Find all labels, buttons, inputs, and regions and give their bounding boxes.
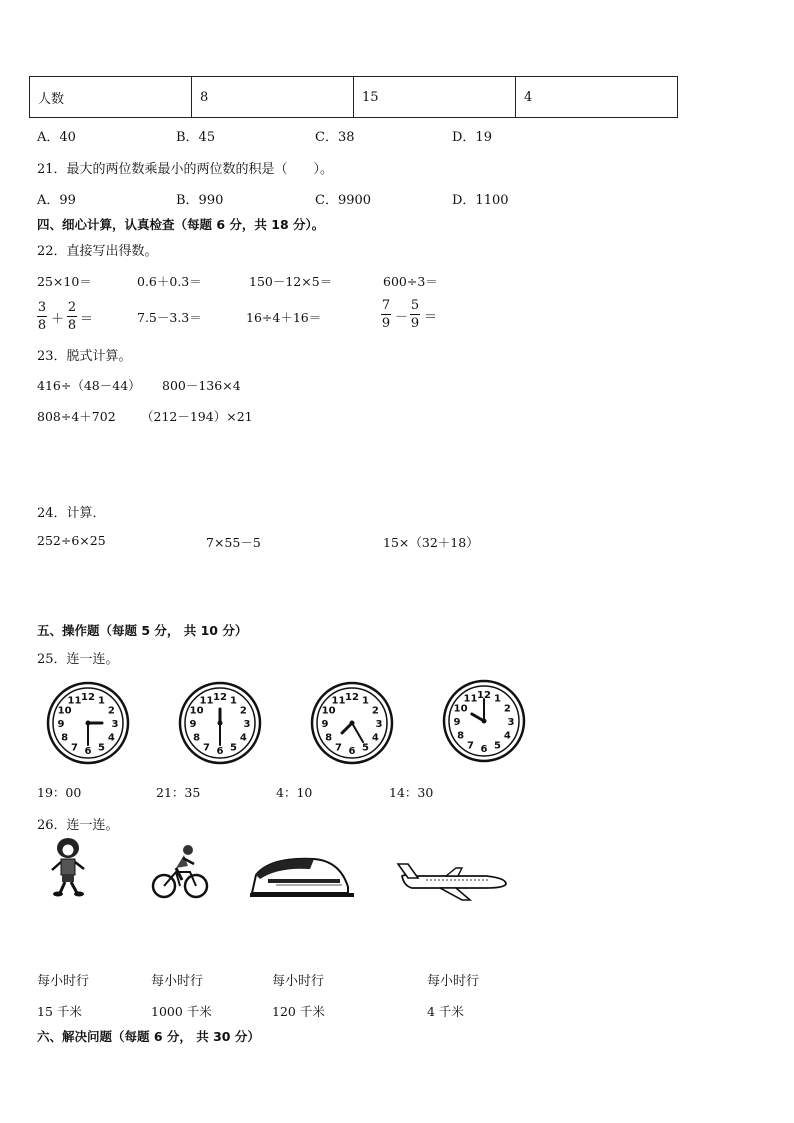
svg-text:7: 7 [203,742,210,754]
table-cell: 4 [516,77,678,118]
svg-text:1: 1 [98,695,105,707]
q20-option-b: B．45 [176,130,216,145]
equals-sign: ＝ [80,312,94,327]
svg-text:8: 8 [457,730,465,742]
svg-text:8: 8 [61,732,69,744]
svg-text:10: 10 [189,705,204,717]
walking-girl-icon [46,836,90,898]
q24-stem: 24．计算． [37,506,106,521]
cyclist-icon [150,842,210,900]
airplane-icon [396,858,510,902]
svg-text:4: 4 [503,730,511,742]
people-count-table [29,76,678,118]
svg-text:8: 8 [325,732,333,744]
svg-text:11: 11 [67,695,82,707]
svg-text:9: 9 [189,719,197,730]
svg-text:10: 10 [453,703,468,715]
svg-text:5: 5 [494,740,501,752]
time-label: 14：30 [389,785,434,800]
clock-icon [46,681,130,765]
table-row [30,77,678,118]
svg-text:5: 5 [230,742,237,754]
svg-text:4: 4 [239,732,247,744]
speed-value: 1000 千米 [151,1004,212,1019]
svg-text:10: 10 [321,705,336,717]
clock-icon [178,681,262,765]
svg-text:2: 2 [107,705,115,717]
svg-text:9: 9 [453,717,461,728]
svg-text:10: 10 [57,705,72,717]
fraction-denominator: 8 [67,318,77,333]
q24-item: 15×（32＋18） [383,535,479,550]
svg-text:6: 6 [480,744,488,755]
q21-option-c: C．9900 [315,193,372,208]
q22-item: 25×10＝ [37,274,92,289]
speed-caption: 每小时行 [37,974,90,989]
clock-icon [310,681,394,765]
svg-text:1: 1 [362,695,369,707]
equals-sign: ＝ [424,310,438,325]
q23-item: 416÷（48－44） [37,378,141,393]
svg-text:11: 11 [463,693,478,705]
svg-text:3: 3 [111,719,119,730]
svg-text:11: 11 [199,695,214,707]
q22-stem: 22．直接写出得数。 [37,244,158,259]
q24-item: 252÷6×25 [37,533,106,548]
q20-option-c: C．38 [315,130,355,145]
svg-text:3: 3 [375,719,383,730]
q21-option-a: A．99 [37,193,76,208]
high-speed-train-icon [248,853,358,899]
fraction-denominator: 8 [37,318,47,333]
fraction [37,300,47,333]
svg-text:11: 11 [331,695,346,707]
svg-text:6: 6 [348,746,356,757]
q21-stem: 21．最大的两位数乘最小的两位数的积是（ ）。 [37,162,334,177]
svg-text:3: 3 [507,717,515,728]
q22-item: 16÷4＋16＝ [246,310,322,325]
svg-text:2: 2 [239,705,247,717]
svg-text:2: 2 [503,703,511,715]
fraction [381,298,391,331]
time-label: 21：35 [156,785,201,800]
q21-option-d: D．1100 [452,193,509,208]
speed-value: 15 千米 [37,1004,82,1019]
svg-text:6: 6 [84,746,92,757]
speed-value: 120 千米 [272,1004,325,1019]
time-label: 19：00 [37,785,82,800]
svg-text:9: 9 [57,719,65,730]
q24-item: 7×55－5 [206,535,261,550]
section-6-title: 六、解决问题（每题 6 分， 共 30 分） [37,1029,260,1044]
svg-text:4: 4 [107,732,115,744]
svg-text:12: 12 [213,692,227,703]
svg-text:4: 4 [371,732,379,744]
time-label: 4：10 [276,785,313,800]
q22-item: 7.5－3.3＝ [137,310,202,325]
svg-text:5: 5 [98,742,105,754]
q23-item: （212－194）×21 [141,409,253,424]
svg-text:7: 7 [71,742,78,754]
q20-option-a: A．40 [37,130,76,145]
q21-option-b: B．990 [176,193,224,208]
svg-text:3: 3 [243,719,251,730]
fraction [67,300,77,333]
q25-stem: 25．连一连。 [37,652,119,667]
q23-item: 808÷4＋702 [37,409,116,424]
operator: ＋ [51,312,65,327]
table-cell: 人数 [30,77,192,118]
fraction [410,298,420,331]
section-5-title: 五、操作题（每题 5 分， 共 10 分） [37,623,248,638]
q26-stem: 26．连一连。 [37,818,119,833]
table-cell: 8 [192,77,354,118]
svg-text:1: 1 [230,695,237,707]
svg-text:8: 8 [193,732,201,744]
fraction-numerator: 7 [381,298,391,313]
table-cell: 15 [354,77,516,118]
svg-text:7: 7 [335,742,342,754]
speed-caption: 每小时行 [272,974,325,989]
svg-text:2: 2 [371,705,379,717]
q20-option-d: D．19 [452,130,492,145]
speed-value: 4 千米 [427,1004,464,1019]
q23-item: 800－136×4 [162,378,241,393]
fraction-numerator: 5 [410,298,420,313]
svg-text:6: 6 [216,746,224,757]
q23-stem: 23．脱式计算。 [37,349,132,364]
speed-caption: 每小时行 [151,974,204,989]
fraction-numerator: 3 [37,300,47,315]
svg-text:12: 12 [81,692,95,703]
q22-item: 600÷3＝ [383,274,438,289]
fraction-numerator: 2 [67,300,77,315]
clock-icon [442,679,526,763]
q22-item: 150－12×5＝ [249,274,333,289]
svg-text:12: 12 [477,690,491,701]
speed-caption: 每小时行 [427,974,480,989]
svg-text:1: 1 [494,693,501,705]
svg-text:5: 5 [362,742,369,754]
section-4-title: 四、细心计算，认真检查（每题 6 分，共 18 分）。 [37,217,325,232]
svg-text:12: 12 [345,692,359,703]
svg-text:9: 9 [321,719,329,730]
operator: － [395,310,409,325]
svg-text:7: 7 [467,740,474,752]
fraction-denominator: 9 [381,316,391,331]
q22-item: 0.6＋0.3＝ [137,274,202,289]
fraction-denominator: 9 [410,316,420,331]
